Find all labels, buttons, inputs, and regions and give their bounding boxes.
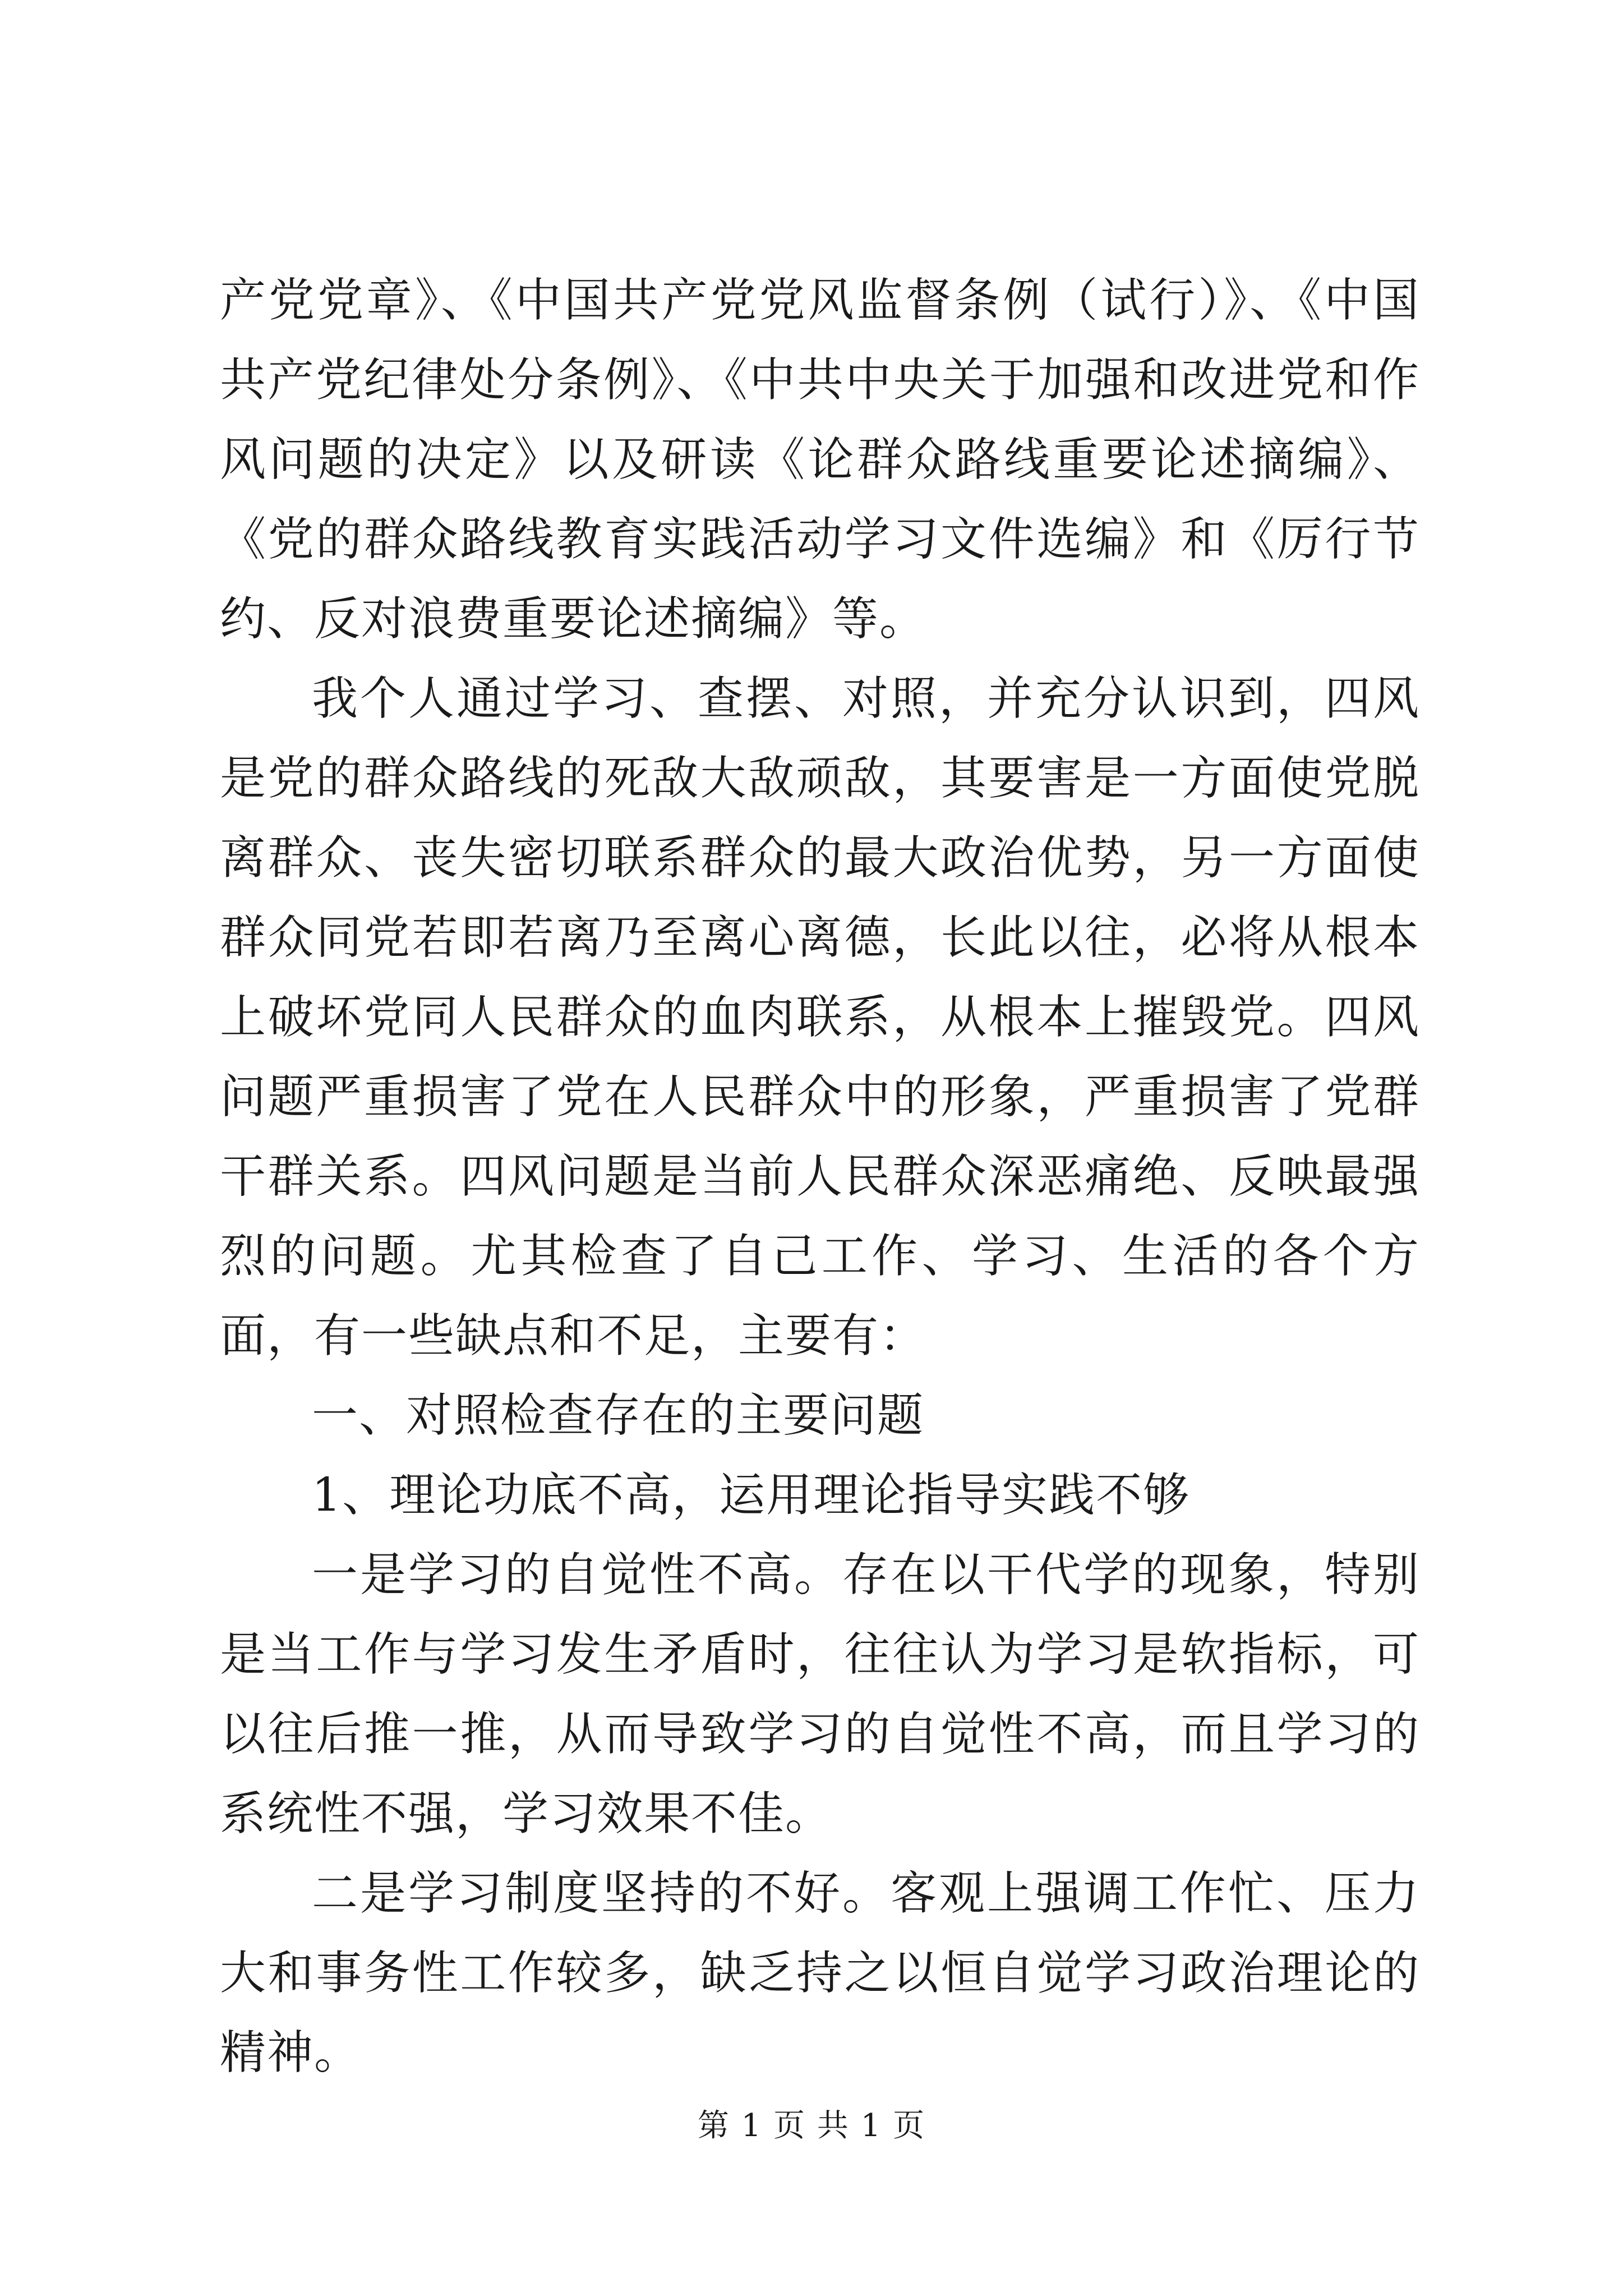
subheading-theory: 1、理论功底不高，运用理论指导实践不够	[312, 1469, 1191, 1522]
document-body	[220, 261, 1420, 2093]
paragraph-study-initiative: 一是学习的自觉性不高。存在以干代学的现象，特别是当工作与学习发生矛盾时，往往认为学习是软指标，可以往后推一推，从而导致学习的自觉性不高，而且学习的系统性不强，学习效果不佳。	[220, 1548, 1420, 1841]
paragraph-continuation: 产党党章》、《中国共产党党风监督条例（试行）》、《中国共产党纪律处分条例》、《中共中央关于加强和改进党和作风问题的决定》以及研读《论群众路线重要论述摘编》、《党的群众路线教育实践活动学习文件选编》和《厉行节约、反对浪费重要论述摘编》等。	[220, 274, 1420, 646]
section-heading-main-problems: 一、对照检查存在的主要问题	[312, 1389, 925, 1442]
paragraph-study-system: 二是学习制度坚持的不好。客观上强调工作忙、压力大和事务性工作较多，缺乏持之以恒自觉学习政治理论的精神。	[220, 1867, 1420, 2079]
page-number-footer: 第 1 页 共 1 页	[697, 2108, 926, 2144]
paragraph-self-reflection: 我个人通过学习、查摆、对照，并充分认识到，四风是党的群众路线的死敌大敌顽敌，其要害是一方面使党脱离群众、丧失密切联系群众的最大政治优势，另一方面使群众同党若即若离乃至离心离德，长此以往，必将从根本上破坏党同人民群众的血肉联系，从根本上摧毁党。四风问题严重损害了党在人民群众中的形象，严重损害了党群干群关系。四风问题是当前人民群众深恶痛绝、反映最强烈的问题。尤其检查了自己工作、学习、生活的各个方面，有一些缺点和不足，主要有：	[220, 672, 1420, 1363]
